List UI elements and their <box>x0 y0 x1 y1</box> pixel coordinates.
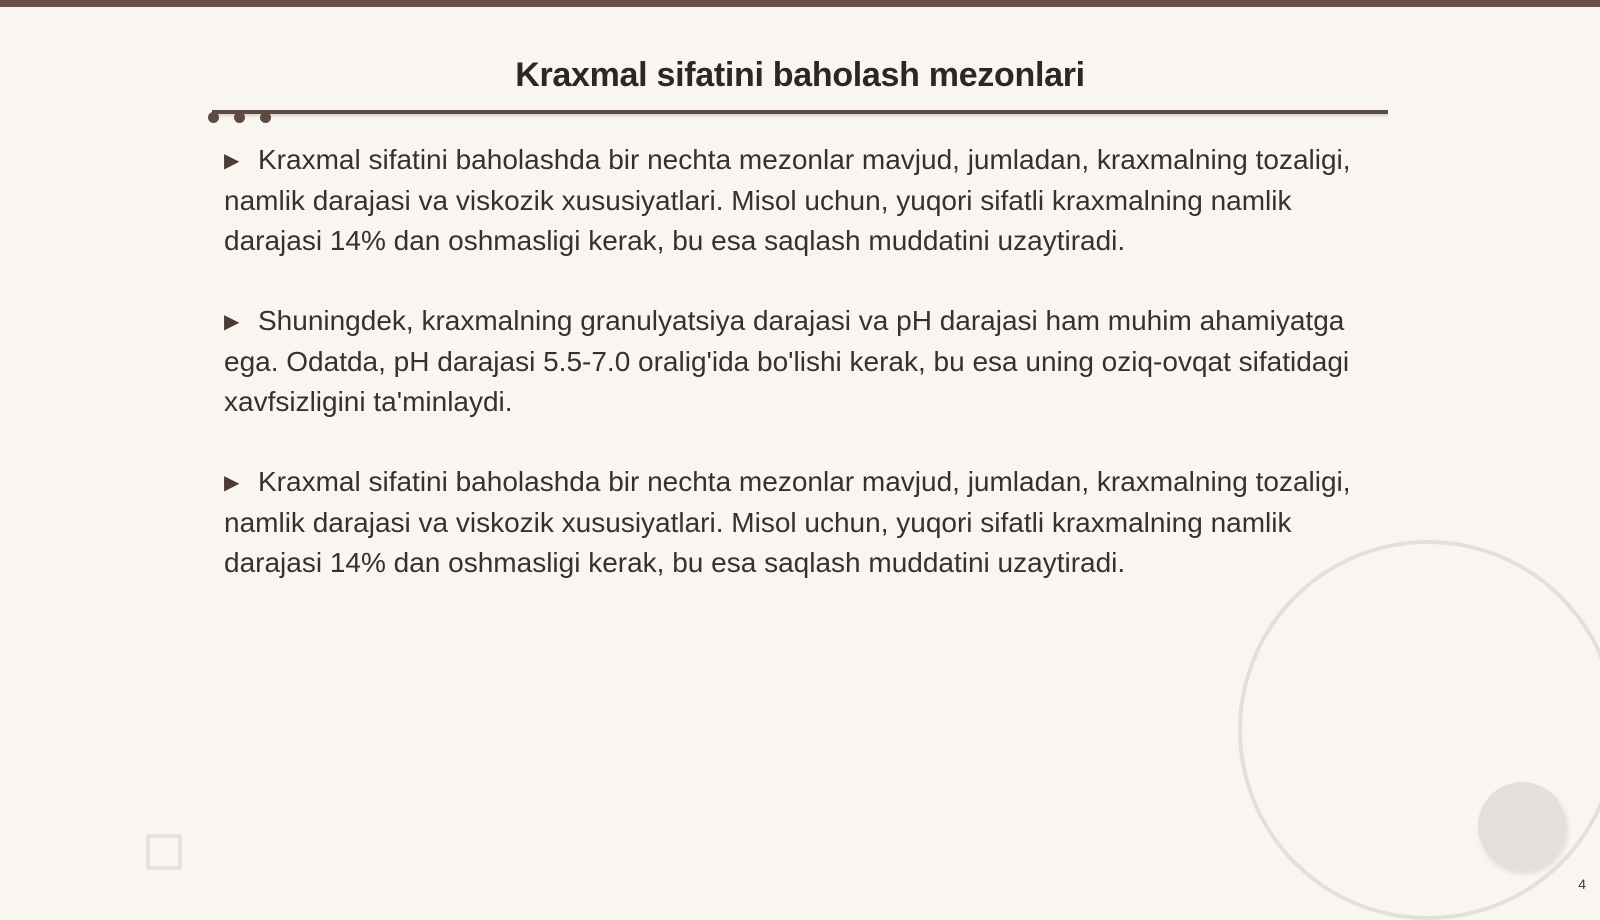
bullet-text: Kraxmal sifatini baholashda bir nechta mezonlar mavjud, jumladan, kraxmalning tozaligi, namlik darajasi va viskozik xususiyatlari. Misol uchun, yuqori sifatli kraxmalning namlik darajasi 14% dan oshmasligi kerak, bu esa saqlash muddatini uzaytiradi. <box>224 466 1351 578</box>
decorative-dot <box>260 112 271 123</box>
page-number: 4 <box>1578 876 1586 892</box>
bullet-arrow-icon: ▶ <box>224 150 240 172</box>
bullet-arrow-icon: ▶ <box>224 311 240 333</box>
decorative-dot <box>208 112 219 123</box>
title-underline <box>212 110 1388 114</box>
top-accent-bar <box>0 0 1600 7</box>
bullet-arrow-icon: ▶ <box>224 472 240 494</box>
bullet-paragraph <box>224 462 1354 583</box>
bullet-text: Shuningdek, kraxmalning granulyatsiya darajasi va pH darajasi ham muhim ahamiyatga ega. Odatda, pH darajasi 5.5-7.0 oralig'ida bo'lishi kerak, bu esa uning oziq-ovqat sifatidagi xavfsizligini ta'minlaydi. <box>224 305 1350 417</box>
bullet-paragraph <box>224 140 1354 261</box>
bullet-paragraph <box>224 301 1354 422</box>
bullet-text: Kraxmal sifatini baholashda bir nechta mezonlar mavjud, jumladan, kraxmalning tozaligi, namlik darajasi va viskozik xususiyatlari. Misol uchun, yuqori sifatli kraxmalning namlik darajasi 14% dan oshmasligi kerak, bu esa saqlash muddatini uzaytiradi. <box>224 144 1351 256</box>
slide-body <box>224 140 1354 623</box>
decorative-dot <box>234 112 245 123</box>
slide-title: Kraxmal sifatini baholash mezonlari <box>515 56 1085 94</box>
decorative-square <box>146 834 182 870</box>
decorative-circle <box>1478 782 1566 870</box>
